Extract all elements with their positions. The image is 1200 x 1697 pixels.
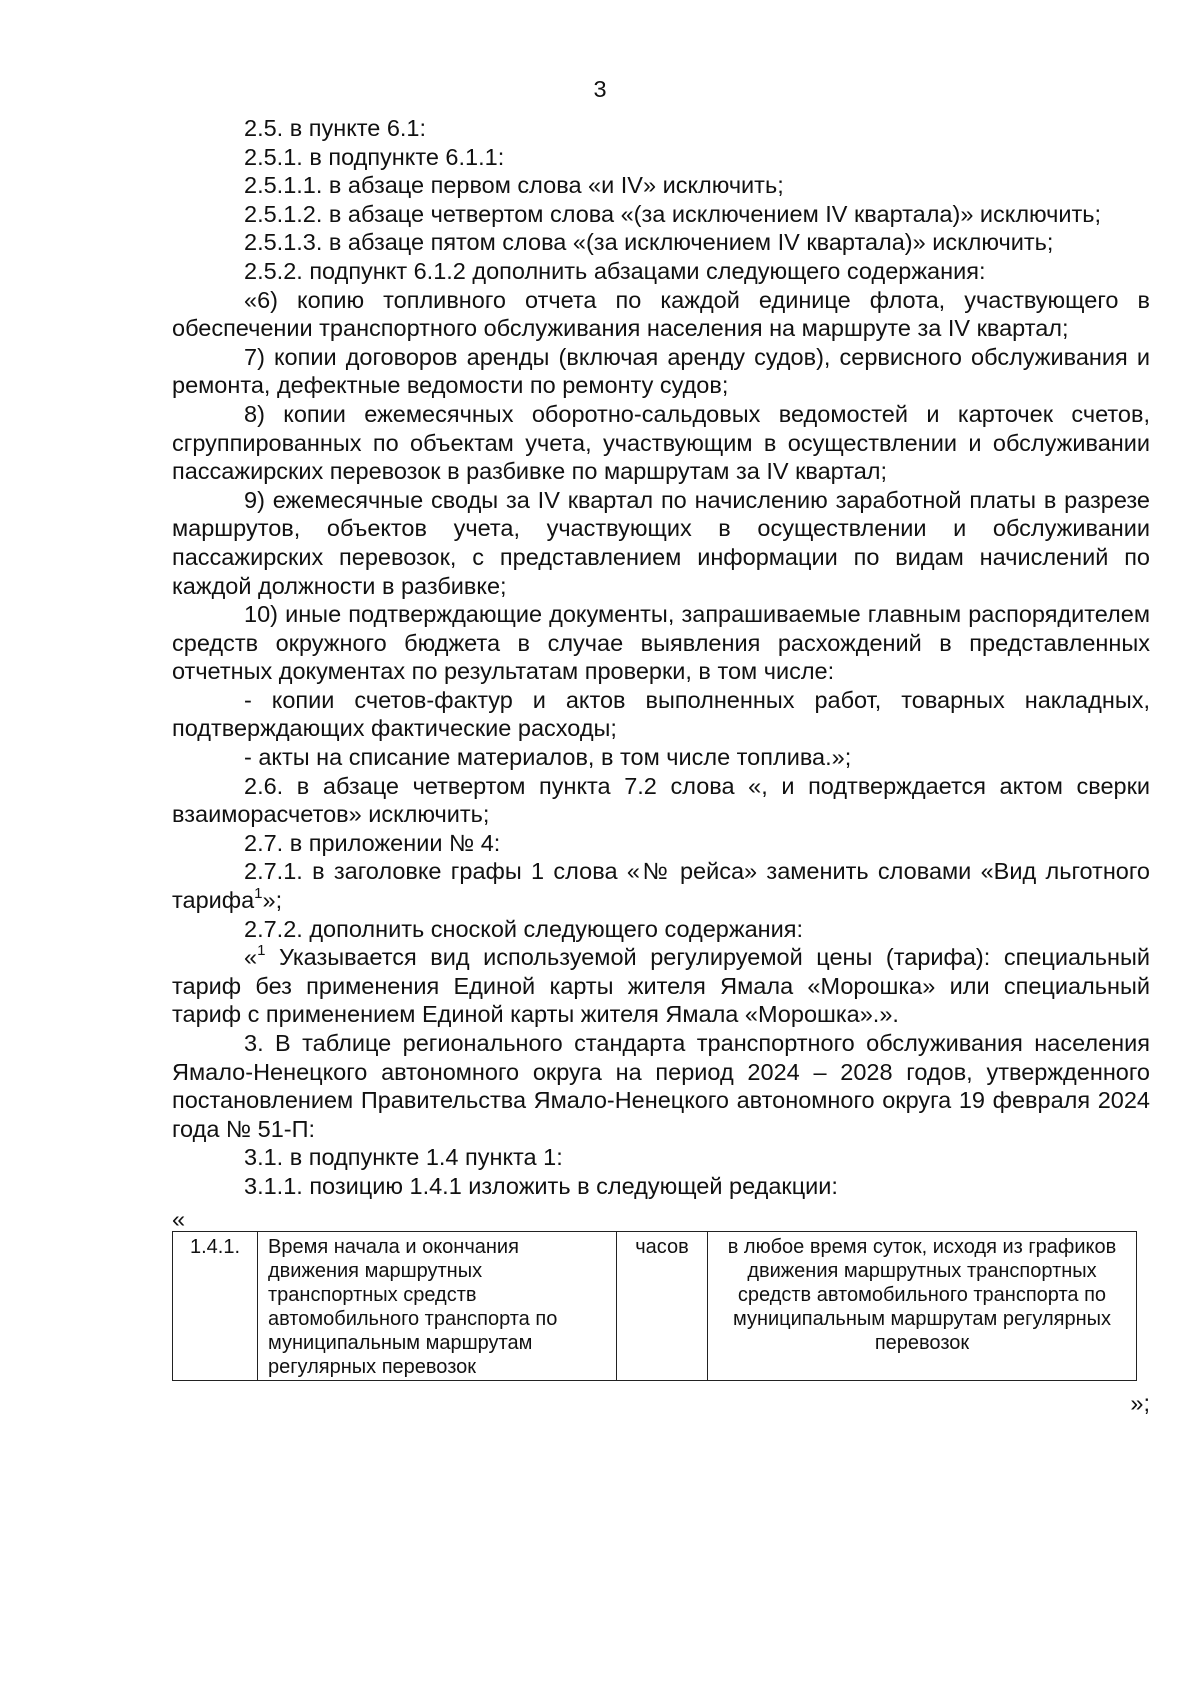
paragraph: 2.7. в приложении № 4: (244, 829, 501, 856)
paragraph: 10) иные подтверждающие документы, запрашиваемые главным распорядителем средств окружного бюджета в случае выявления расхождений в представленных отчетных документах по результатам проверки, в том числе: (172, 601, 1150, 685)
document-body (172, 114, 1150, 1417)
page-number: 3 (593, 76, 607, 102)
table-close-quote: »; (1130, 1389, 1150, 1416)
paragraph: 9) ежемесячные своды за IV квартал по начислению заработной платы в разрезе маршрутов, объектов учета, участвующих в осуществлении и обслуживании пассажирских перевозок, с представлением информации по видам начислений по каждой должности в разбивке; (172, 486, 1150, 599)
paragraph: 3.1. в подпункте 1.4 пункта 1: (244, 1144, 563, 1171)
footnote-text: Указывается вид используемой регулируемой цены (тарифа): специальный тариф без применения Единой карты жителя Ямала «Морошка» или специальный тариф с применением Единой карты жителя Ямала «Морошка».». (172, 944, 1150, 1028)
paragraph: 2.5.1.2. в абзаце четвертом слова «(за исключением IV квартала)» исключить; (244, 200, 1102, 227)
paragraph: - копии счетов-фактур и актов выполненных работ, товарных накладных, подтверждающих фактические расходы; (172, 686, 1150, 742)
section-3-paragraphs (172, 1029, 1150, 1201)
table-open-quote: « (172, 1205, 186, 1232)
paragraph: - акты на списание материалов, в том числе топлива.»; (244, 744, 852, 771)
paragraph: 2.5.1.1. в абзаце первом слова «и IV» исключить; (244, 172, 784, 199)
cell-value: в любое время суток, исходя из графиков движения маршрутных транспортных средств автомобильного транспорта по муниципальным маршрутам регулярных перевозок (708, 1231, 1137, 1380)
footnote-paragraph (172, 943, 1150, 1029)
cell-unit: часов (617, 1231, 708, 1380)
paragraph-2-7-2: 2.7.2. дополнить сноской следующего содержания: (244, 915, 804, 942)
paragraph: 2.5.1. в подпункте 6.1.1: (244, 143, 505, 170)
paragraph: 3. В таблице регионального стандарта транспортного обслуживания населения Ямало-Ненецкого автономного округа на период 2024 – 2028 годов, утвержденного постановлением Правительства Ямало-Ненецкого автономного округа 19 февраля 2024 года № 51-П: (172, 1030, 1150, 1142)
paragraph: 3.1.1. позицию 1.4.1 изложить в следующей редакции: (244, 1172, 838, 1199)
standard-table (172, 1231, 1137, 1381)
footnote-number: 1 (257, 942, 266, 960)
cell-name: Время начала и окончания движения маршрутных транспортных средств автомобильного транспорта по муниципальным маршрутам регулярных перевозок (258, 1231, 617, 1380)
paragraph: 7) копии договоров аренды (включая аренду судов), сервисного обслуживания и ремонта, дефектные ведомости по ремонту судов; (172, 343, 1150, 399)
paragraph: 2.5.1.3. в абзаце пятом слова «(за исключением IV квартала)» исключить; (244, 229, 1054, 256)
paragraph: 2.5. в пункте 6.1: (244, 115, 427, 141)
paragraph-text: 2.7.1. в заголовке графы 1 слова «№ рейса» заменить словами «Вид льготного тарифа (172, 858, 1150, 914)
table-row (173, 1231, 1137, 1380)
paragraph: 8) копии ежемесячных оборотно-сальдовых ведомостей и карточек счетов, сгруппированных по объектам учета, участвующим в осуществлении и обслуживании пассажирских перевозок в разбивке по маршрутам за IV квартал; (172, 400, 1150, 485)
cell-code: 1.4.1. (173, 1231, 258, 1380)
paragraph: «6) копию топливного отчета по каждой единице флота, участвующего в обеспечении транспортного обслуживания населения на маршруте за IV квартал; (172, 286, 1150, 342)
paragraph: 2.5.2. подпункт 6.1.2 дополнить абзацами следующего содержания: (244, 257, 986, 284)
paragraph-text-tail: »; (262, 887, 283, 914)
footnote-marker: 1 (254, 885, 263, 903)
paragraph-2-7-1 (172, 857, 1150, 914)
amendment-paragraphs (172, 114, 1150, 857)
paragraph: 2.6. в абзаце четвертом пункта 7.2 слова «, и подтверждается актом сверки взаиморасчетов» исключить; (172, 772, 1150, 828)
footnote-open-quote: « (244, 944, 258, 971)
